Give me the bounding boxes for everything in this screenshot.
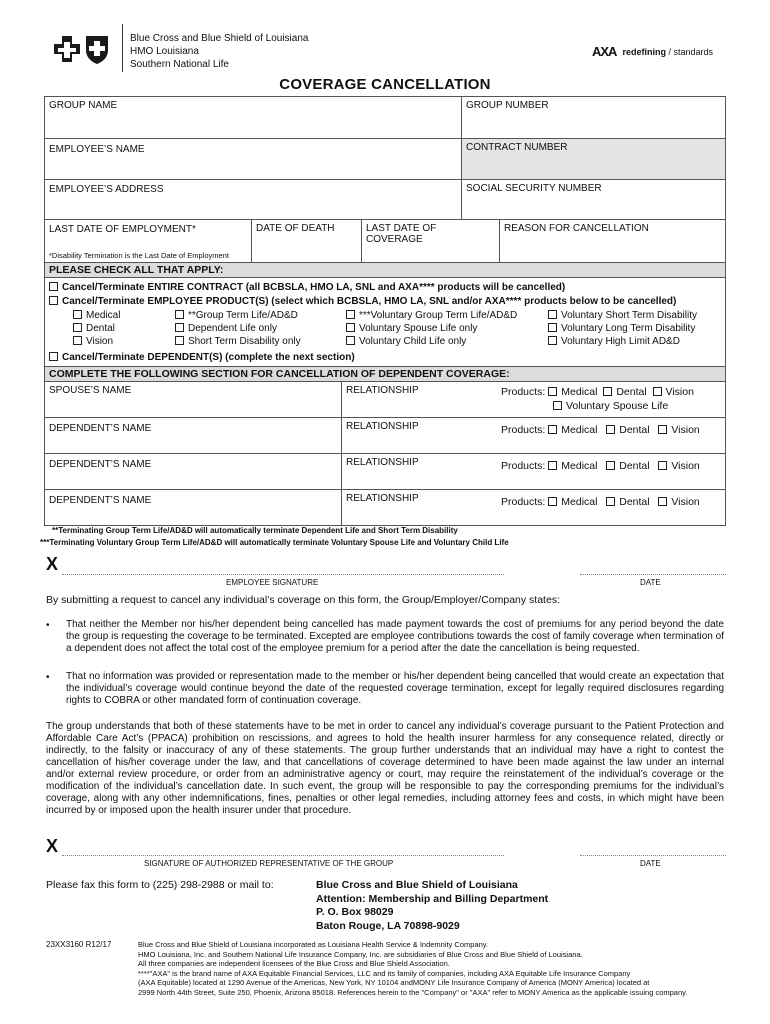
header-divider [122,24,123,72]
checkbox[interactable] [553,401,562,410]
check-section [45,278,725,366]
products-label: Products: [501,424,546,436]
voluntary-spouse-life-option: Voluntary Spouse Life [566,400,669,412]
disability-note: *Disability Termination is the Last Date of Employment [49,251,229,260]
checkbox[interactable] [606,461,615,470]
checkbox[interactable] [73,323,82,332]
group-number-label: GROUP NUMBER [466,100,549,111]
vision-option: Vision [671,424,700,436]
checkbox[interactable] [603,387,612,396]
date-label: DATE [640,578,661,587]
spouse-products [495,382,725,417]
products-label: Products: [501,496,546,508]
checkbox[interactable] [548,461,557,470]
contract-number-label: CONTRACT NUMBER [466,142,568,153]
dependent-name-label: DEPENDENT’S NAME [49,495,152,506]
group-number-field[interactable] [461,97,725,138]
checkbox[interactable] [658,425,667,434]
product-option: **Group Term Life/AD&D [188,310,298,321]
checkbox[interactable] [548,310,557,319]
mailing-address [316,879,548,933]
dental-option: Dental [616,386,647,398]
last-date-coverage-label: LAST DATE OF COVERAGE [366,223,437,245]
blue-cross-icon [54,36,80,62]
product-option: Voluntary Spouse Life only [359,323,478,334]
signature-x: X [46,836,59,856]
option-dependents: Cancel/Terminate DEPENDENT(S) (complete the next section) [62,352,355,363]
legal-footer [138,940,728,997]
last-date-coverage-field[interactable] [361,220,499,262]
medical-option: Medical [561,386,598,398]
row-spouse [45,382,725,418]
representative-signature-label: SIGNATURE OF AUTHORIZED REPRESENTATIVE OF THE GROUP [144,859,394,868]
statement-bullet-1: That neither the Member nor his/her dependent being cancelled has made payment towards the cost of premiums for any period beyond the date the group is requesting the coverage to be terminated. Excepted are employee contributions towards the cost of family coverage when termination of a dependent does not affect the total cost of the employee premium for a period after the date the cancellation is being requested. [66,619,724,654]
date-label: DATE [640,859,661,868]
ssn-field[interactable] [461,180,725,219]
relationship-field[interactable] [341,454,495,489]
checkbox[interactable] [175,310,184,319]
bcbs-logo [46,32,118,68]
employee-signature-label: EMPLOYEE SIGNATURE [226,578,319,587]
checkbox[interactable] [175,336,184,345]
legal-line: All three companies are independent licensees of the Blue Cross and Blue Shield Association. [138,959,450,968]
product-option: ***Voluntary Group Term Life/AD&D [359,310,518,321]
ssn-label: SOCIAL SECURITY NUMBER [466,183,602,194]
product-grid [49,309,721,351]
checkbox[interactable] [346,323,355,332]
company-line: Southern National Life [130,59,229,70]
last-date-employment-label: LAST DATE OF EMPLOYMENT* [49,224,196,235]
dependent-name-label: DEPENDENT’S NAME [49,423,152,434]
representative-signature-line[interactable] [62,855,504,856]
checkbox[interactable] [73,310,82,319]
dental-option: Dental [619,424,650,436]
checkbox[interactable] [548,323,557,332]
dependent-products [495,490,725,525]
checkbox[interactable] [658,461,667,470]
fax-instructions: Please fax this form to (225) 298-2988 or mail to: [46,879,274,891]
employee-signature-line[interactable] [62,574,504,575]
footnote-1: **Terminating Group Term Life/AD&D will automatically terminate Dependent Life and Short Term Disability [52,526,458,535]
address-line: Attention: Membership and Billing Department [316,892,549,905]
employee-name-label: EMPLOYEE’S NAME [49,144,145,155]
address-line: Blue Cross and Blue Shield of Louisiana [316,879,518,891]
axa-tagline-2: / standards [668,46,714,57]
statement-intro: By submitting a request to cancel any individual’s coverage on this form, the Group/Employer/Company states: [46,594,560,606]
dependent-name-label: DEPENDENT’S NAME [49,459,152,470]
checkbox[interactable] [548,336,557,345]
address-line: P. O. Box 98029 [316,906,394,918]
product-option: Dental [86,323,115,334]
statement-body: The group understands that both of these statements have to be met in order to cancel any individual’s coverage pursuant to the Patient Protection and Affordable Care Act’s (PPACA) prohibition on rescissions, and agrees to hold the health insurer harmless for any consequence related, directly or indirectly, to the falsity or inaccuracy of any of these statements. The group further understands that an individual may have a right to contest the cancellation of his/her coverage under the law, and that cancellations of coverage determined to have been made against the law under an internal and/or external review procedure, or order from an administrative agency or court, may require the reinstatement of the individual’s coverage or the modification of the individual’s cancellation date. In such event, the group will be responsible to pay the corresponding premiums for the individual’s coverage, along with any other indemnifications, fines, penalties or other legal remedies, including attorney fees and costs, in which might have been incurred by or imposed upon the health insurer under that procedure. [46,721,724,816]
option-entire-contract: Cancel/Terminate ENTIRE CONTRACT (all BCBSLA, HMO LA, SNL and AXA**** products will be cancelled) [62,282,566,293]
checkbox[interactable] [548,497,557,506]
checkbox[interactable] [548,425,557,434]
dental-option: Dental [619,460,650,472]
products-label: Products: [501,386,546,398]
legal-line: Blue Cross and Blue Shield of Louisiana incorporated as Louisiana Health Service & Indemnity Company. [138,940,489,949]
checkbox[interactable] [346,310,355,319]
medical-option: Medical [561,496,598,508]
row-address [45,180,725,220]
footnote-2: ***Terminating Voluntary Group Term Life/AD&D will automatically terminate Voluntary Spouse Life and Voluntary Child Life [40,538,509,547]
dependent-heading: COMPLETE THE FOLLOWING SECTION FOR CANCELLATION OF DEPENDENT COVERAGE: [45,366,725,382]
product-option: Dependent Life only [188,323,277,334]
checkbox[interactable] [548,387,557,396]
relationship-label: RELATIONSHIP [346,457,419,468]
product-option: Medical [86,310,121,321]
bullet-dot: • [46,672,50,683]
checkbox[interactable] [49,296,58,305]
legal-line: (AXA Equitable) located at 1290 Avenue of the Americas, New York, NY 10104 andMONY Life Insurance Company of America (MONY America) located at [138,978,650,987]
vision-option: Vision [671,460,700,472]
address-line: Baton Rouge, LA 70898-9029 [316,919,460,932]
dependent-products [495,418,725,453]
axa-tagline-1: redefining [622,46,666,57]
spouse-name-label: SPOUSE’S NAME [49,385,132,396]
axa-mark: AXA [592,44,617,59]
reason-field[interactable] [499,220,725,262]
product-option: Voluntary Short Term Disability [561,310,697,321]
relationship-field[interactable] [341,490,495,525]
bullet-dot: • [46,620,50,631]
row-dependent [45,454,725,490]
product-option: Short Term Disability only [188,336,301,347]
employee-address-label: EMPLOYEE’S ADDRESS [49,184,164,195]
checkbox[interactable] [346,336,355,345]
check-all-heading: PLEASE CHECK ALL THAT APPLY: [45,263,725,278]
axa-logo [592,44,713,59]
legal-line: HMO Louisiana, Inc. and Southern National Life Insurance Company, Inc. are subsidiaries of Blue Cross and Blue Shield of Louisiana. [138,949,583,959]
date-of-death-field[interactable] [251,220,361,262]
relationship-label: RELATIONSHIP [346,421,419,432]
statement-bullet-2: That no information was provided or representation made to the member or his/her dependent being cancelled that would create an expectation that the individual’s coverage would continue beyond the date of the requested coverage termination, except for legally required disclosures regarding rights to COBRA or other mandated form of continuation coverage. [66,671,724,706]
company-line: HMO Louisiana [130,46,199,57]
relationship-label: RELATIONSHIP [346,493,419,504]
product-option: Voluntary High Limit AD&D [561,336,680,347]
vision-option: Vision [665,386,694,398]
blue-shield-icon [86,36,108,64]
cancellation-form [44,96,726,526]
checkbox[interactable] [73,336,82,345]
dental-option: Dental [619,496,650,508]
relationship-field[interactable] [341,382,495,417]
reason-label: REASON FOR CANCELLATION [504,223,649,234]
company-names [130,32,308,71]
checkbox[interactable] [606,425,615,434]
relationship-label: RELATIONSHIP [346,385,419,396]
contract-number-field[interactable] [461,139,725,179]
checkbox[interactable] [49,352,58,361]
product-option: Voluntary Child Life only [359,336,467,347]
date-of-death-label: DATE OF DEATH [256,223,335,234]
legal-line: 2999 North 44th Street, Suite 250, Phoenix, Arizona 85018. References herein to the "Company" or "AXA" refer to MONY America as the applicable issuing company. [138,987,688,997]
checkbox[interactable] [653,387,662,396]
group-name-label: GROUP NAME [49,100,118,111]
row-group [45,97,725,139]
form-id: 23XX3160 R12/17 [46,940,112,949]
product-option: Voluntary Long Term Disability [561,323,696,334]
company-line: Blue Cross and Blue Shield of Louisiana [130,33,309,44]
date-line[interactable] [580,574,726,575]
checkbox[interactable] [49,282,58,291]
checkbox[interactable] [658,497,667,506]
date-line[interactable] [580,855,726,856]
checkbox[interactable] [606,497,615,506]
medical-option: Medical [561,460,598,472]
product-option: Vision [86,336,114,347]
vision-option: Vision [671,496,700,508]
row-dates [45,220,725,263]
products-label: Products: [501,460,546,472]
row-dependent [45,490,725,525]
relationship-field[interactable] [341,418,495,453]
option-employee-products: Cancel/Terminate EMPLOYEE PRODUCT(S) (select which BCBSLA, HMO LA, SNL and/or AXA**** products below to be cancelled) [62,296,677,307]
row-employee [45,139,725,180]
medical-option: Medical [561,424,598,436]
checkbox[interactable] [175,323,184,332]
signature-x: X [46,554,59,574]
page-title: COVERAGE CANCELLATION [279,76,491,93]
dependent-products [495,454,725,489]
row-dependent [45,418,725,454]
legal-line: ****"AXA" is the brand name of AXA Equitable Financial Services, LLC and its family of companies, including AXA Equitable Life Insurance Company [138,968,631,978]
